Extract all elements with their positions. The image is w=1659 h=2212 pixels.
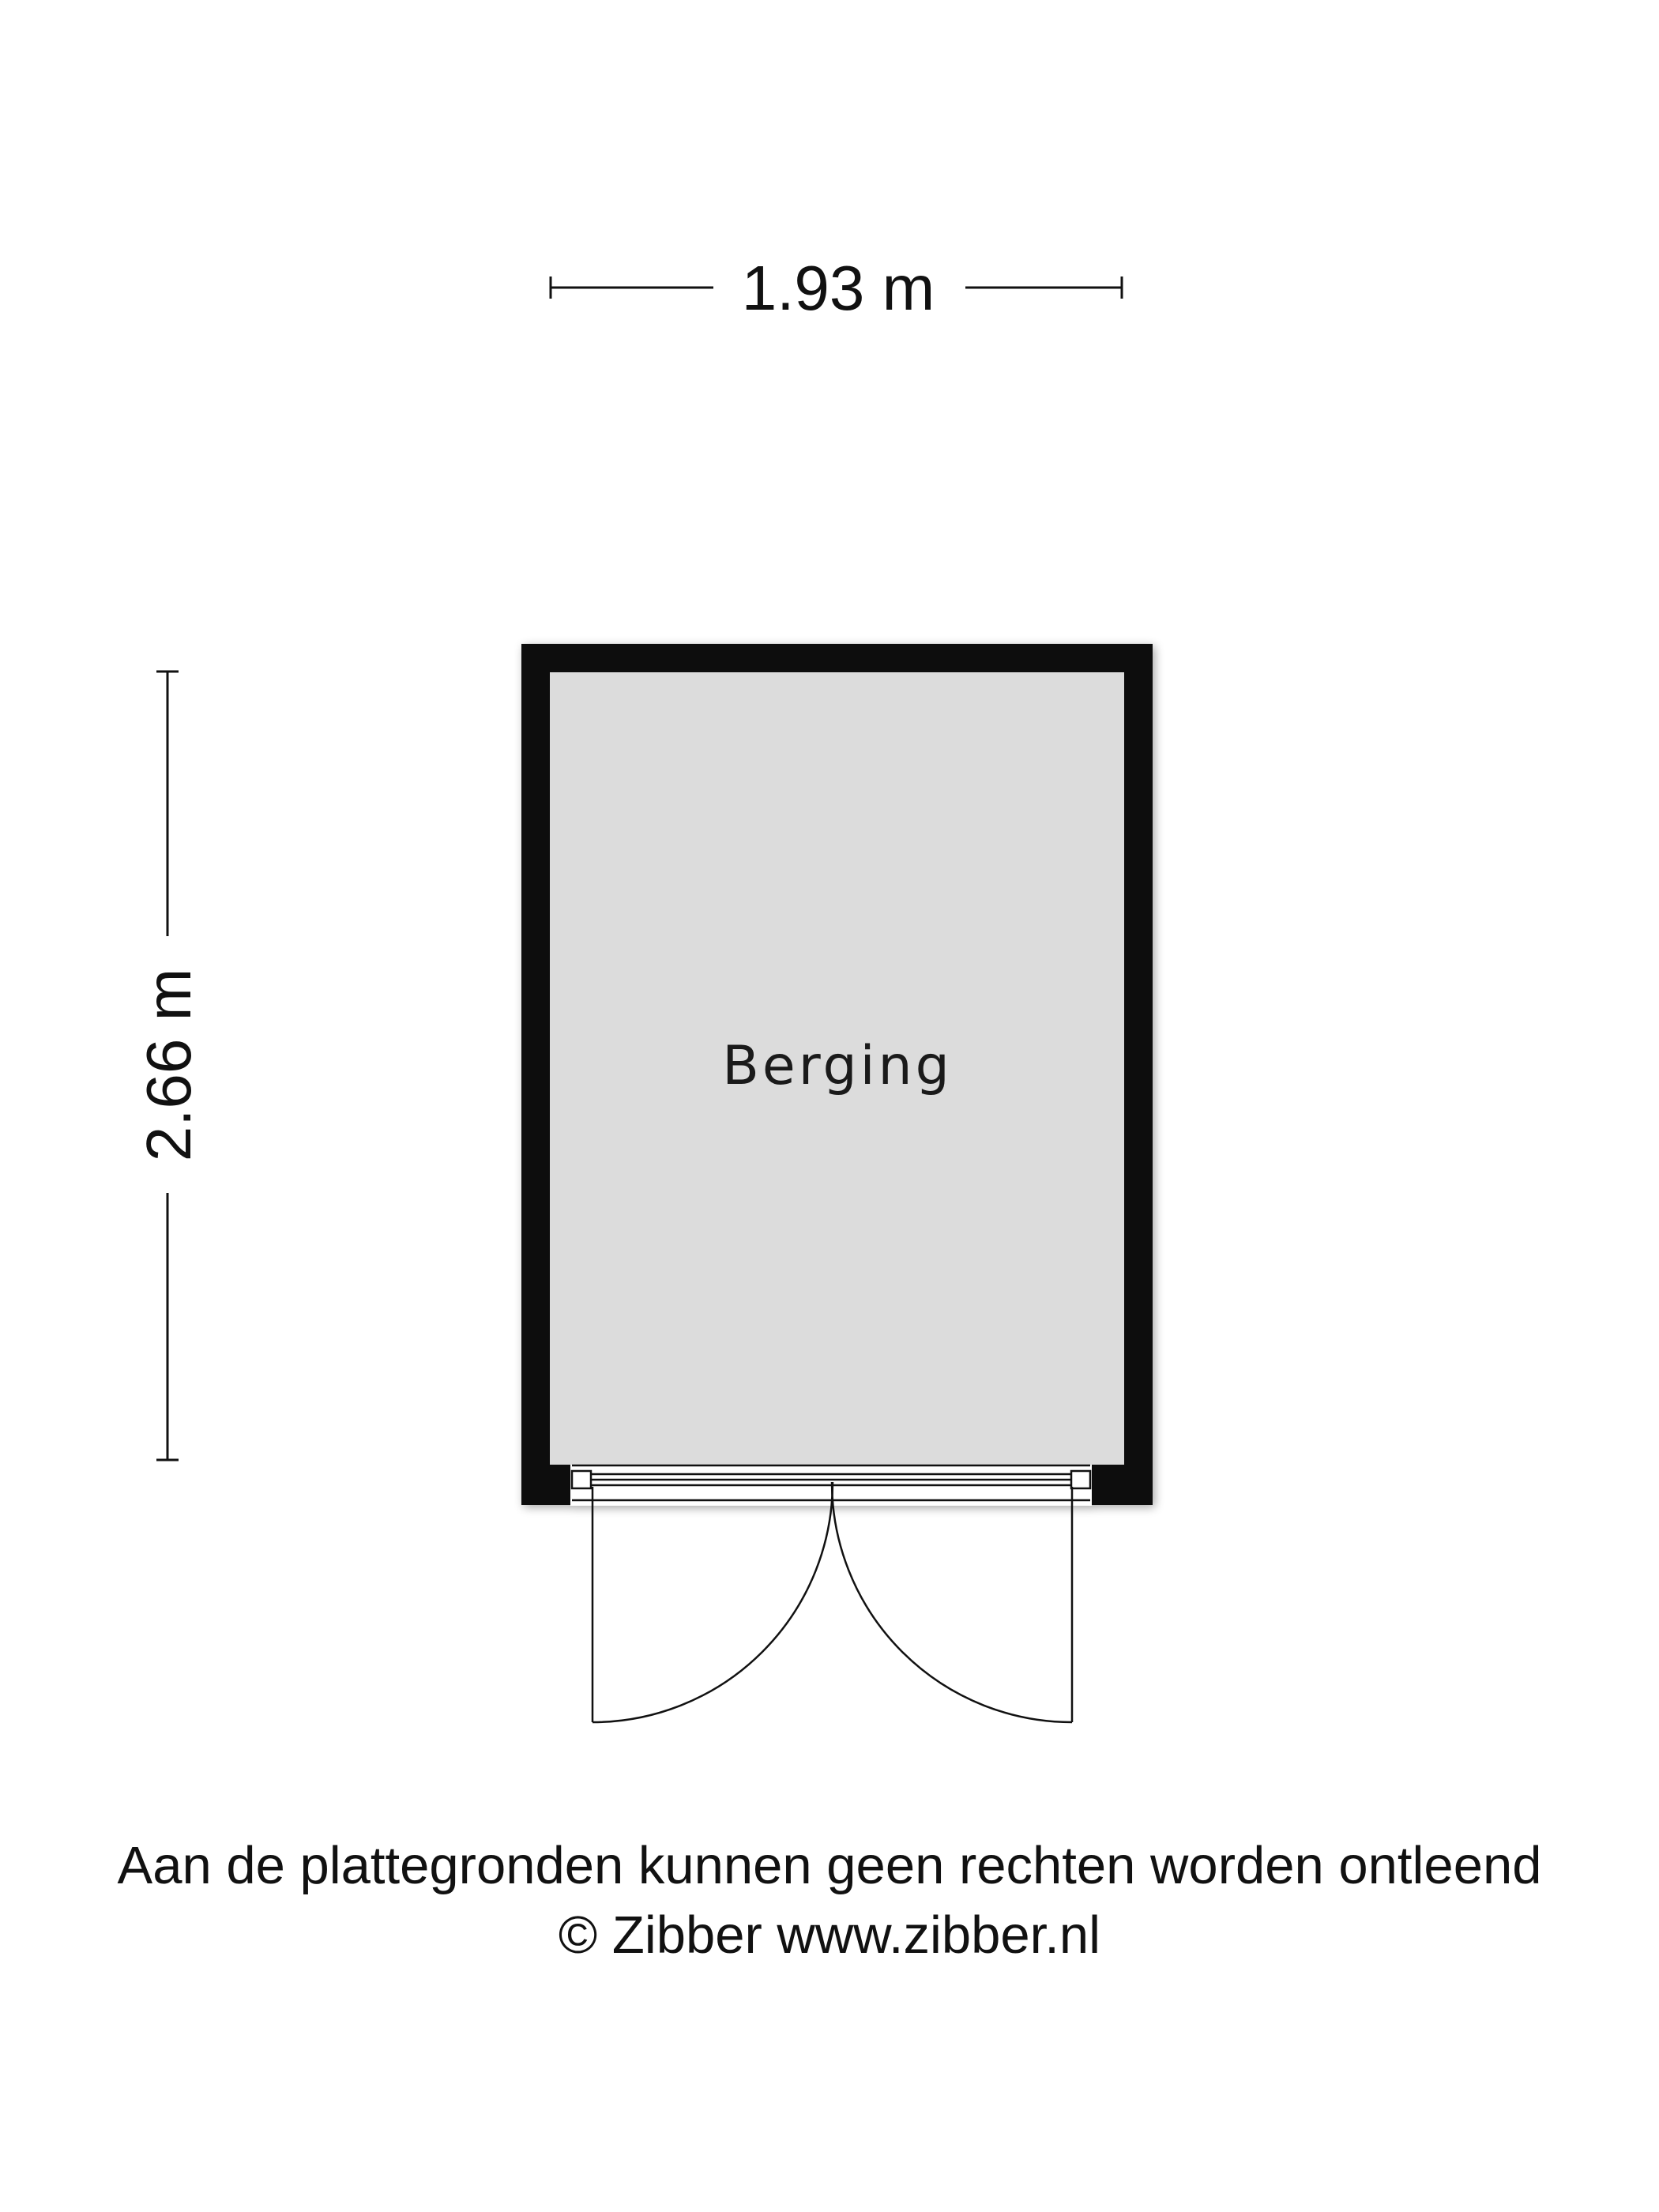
room-label: Berging [722,1035,953,1097]
copyright-text: © Zibber www.zibber.nl [558,1905,1101,1965]
footer [0,1831,1659,1970]
height-label: 2.66 m [134,968,204,1162]
left-door-swing [592,1482,833,1722]
width-label: 1.93 m [741,253,935,323]
right-door-swing [832,1482,1072,1722]
width-dimension [551,253,1122,323]
height-dimension [134,672,204,1460]
disclaimer-text: Aan de plattegronden kunnen geen rechten worden ontleend [117,1836,1542,1895]
double-door [592,1482,1072,1722]
